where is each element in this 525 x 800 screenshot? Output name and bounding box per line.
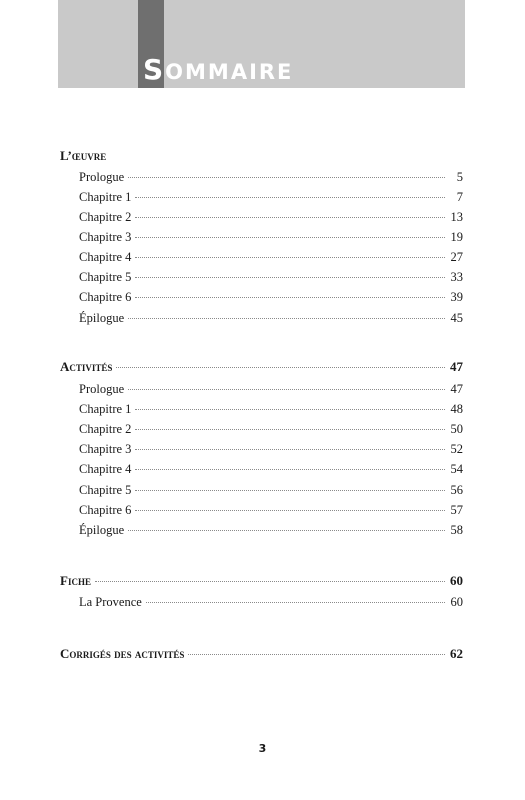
toc-entry-label: La Provence <box>79 595 142 609</box>
toc-entry-label: Chapitre 6 <box>79 290 132 304</box>
toc-entry-page: 7 <box>456 190 463 204</box>
page-number: 3 <box>258 742 267 755</box>
toc-entry-label: Épilogue <box>79 311 125 325</box>
dot-leader <box>128 177 445 178</box>
toc-entry-label: Chapitre 5 <box>79 270 132 284</box>
toc-entry[interactable] <box>79 168 463 188</box>
toc-section-title: Activités <box>60 359 113 374</box>
dot-leader <box>135 277 445 278</box>
toc-section-oeuvre[interactable] <box>60 147 463 167</box>
toc-entry-page: 58 <box>450 523 463 537</box>
toc-section-title: Corrigés des activités <box>60 646 185 661</box>
toc-entry-page: 47 <box>450 382 463 396</box>
dot-leader <box>135 469 445 470</box>
toc-entry[interactable] <box>79 593 463 613</box>
dot-leader <box>135 237 445 238</box>
dot-leader <box>116 367 445 368</box>
dot-leader <box>135 409 445 410</box>
toc-entry[interactable] <box>79 440 463 460</box>
toc-entry-label: Prologue <box>79 170 125 184</box>
toc-entry-page: 19 <box>450 230 463 244</box>
toc-entry-page: 60 <box>450 595 463 609</box>
toc-entry-label: Chapitre 1 <box>79 402 132 416</box>
dot-leader <box>135 510 445 511</box>
toc-entry[interactable] <box>79 208 463 228</box>
toc-entry[interactable] <box>79 228 463 248</box>
toc-entry-label: Chapitre 1 <box>79 190 132 204</box>
toc-entry-label: Chapitre 2 <box>79 422 132 436</box>
toc-entry-page: 48 <box>450 402 463 416</box>
toc-entry-page: 5 <box>456 170 463 184</box>
toc-entry-label: Chapitre 5 <box>79 483 132 497</box>
toc-entry-page: 50 <box>450 422 463 436</box>
toc-entry[interactable] <box>79 481 463 501</box>
dot-leader <box>95 581 445 582</box>
toc-entry-page: 45 <box>450 311 463 325</box>
toc-entry-label: Chapitre 3 <box>79 442 132 456</box>
toc-entry-label: Chapitre 6 <box>79 503 132 517</box>
dot-leader <box>135 217 445 218</box>
toc-entry-page: 52 <box>450 442 463 456</box>
toc-entry[interactable] <box>79 420 463 440</box>
dot-leader <box>128 389 445 390</box>
toc-section-page: 60 <box>450 573 463 588</box>
toc-entry[interactable] <box>79 460 463 480</box>
toc-section-title: Fiche <box>60 573 91 588</box>
dot-leader <box>188 654 445 655</box>
dot-leader <box>135 197 445 198</box>
toc-entry-label: Chapitre 2 <box>79 210 132 224</box>
toc-entry-label: Chapitre 3 <box>79 230 132 244</box>
dot-leader <box>135 297 445 298</box>
page-title-rest: OMMAIRE <box>165 60 294 84</box>
toc-section-page: 47 <box>450 359 463 374</box>
toc-entry[interactable] <box>79 248 463 268</box>
page-title-initial: S <box>143 53 166 86</box>
toc-entry-page: 54 <box>450 462 463 476</box>
toc-entry[interactable] <box>79 309 463 329</box>
toc-entry[interactable] <box>79 288 463 308</box>
dot-leader <box>135 449 445 450</box>
toc-section-activites[interactable] <box>60 358 463 378</box>
dot-leader <box>146 602 445 603</box>
toc-entry-page: 56 <box>450 483 463 497</box>
toc-entry-page: 33 <box>450 270 463 284</box>
toc-entry[interactable] <box>79 380 463 400</box>
toc-entry-label: Chapitre 4 <box>79 250 132 264</box>
page-title <box>143 55 293 85</box>
toc-section-corriges[interactable] <box>60 645 463 665</box>
toc-section-title: L’œuvre <box>60 148 107 163</box>
toc-entry[interactable] <box>79 188 463 208</box>
toc-entry-label: Épilogue <box>79 523 125 537</box>
dot-leader <box>128 318 445 319</box>
toc-entry-page: 27 <box>450 250 463 264</box>
dot-leader <box>135 257 445 258</box>
toc-entry-label: Prologue <box>79 382 125 396</box>
toc-entry-page: 39 <box>450 290 463 304</box>
dot-leader <box>128 530 445 531</box>
toc-entry[interactable] <box>79 400 463 420</box>
toc-entry[interactable] <box>79 501 463 521</box>
dot-leader <box>135 429 445 430</box>
toc-section-fiche[interactable] <box>60 572 463 592</box>
toc-entry-page: 13 <box>450 210 463 224</box>
dot-leader <box>135 490 445 491</box>
toc-entry[interactable] <box>79 521 463 541</box>
toc-entry[interactable] <box>79 268 463 288</box>
toc-entry-label: Chapitre 4 <box>79 462 132 476</box>
toc-entry-page: 57 <box>450 503 463 517</box>
toc-section-page: 62 <box>450 646 463 661</box>
